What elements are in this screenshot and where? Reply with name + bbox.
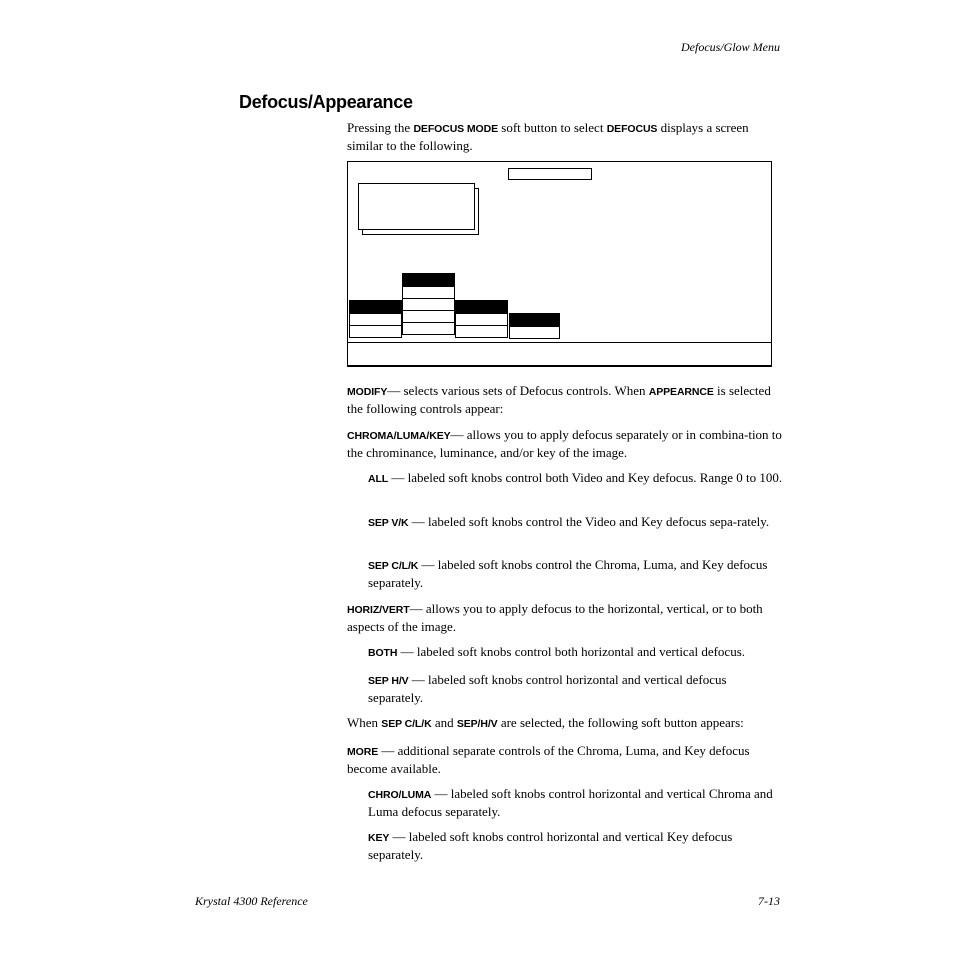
- more-paragraph: [347, 743, 783, 776]
- key-paragraph: [368, 829, 783, 862]
- when-paragraph: [347, 715, 783, 733]
- modify-keyword: MODIFY: [347, 386, 388, 398]
- horiz-vert-paragraph: [347, 601, 783, 634]
- chro-luma-keyword: CHRO/LUMA: [368, 789, 432, 801]
- both-text: — labeled soft knobs control both horizontal and vertical defocus.: [397, 644, 746, 659]
- page-number: 7-13: [758, 894, 780, 908]
- horiz-vert-keyword: HORIZ/VERT: [347, 604, 410, 616]
- intro-text: soft button to select: [498, 120, 607, 135]
- soft-button: [402, 322, 455, 335]
- all-paragraph: [368, 470, 783, 488]
- modify-text: is selected the following controls appear:: [347, 383, 771, 416]
- sep-vk-text: — labeled soft knobs control the Video and Key defocus sepa-rately.: [408, 514, 770, 529]
- soft-button-header: [509, 313, 560, 327]
- sep-vk-keyword: SEP V/K: [368, 517, 409, 529]
- soft-button-column-1: [349, 301, 402, 338]
- screen-title-field: [508, 168, 592, 180]
- all-keyword: ALL: [368, 473, 389, 485]
- all-text: — labeled soft knobs control both Video and Key defocus. Range 0 to 100.: [388, 470, 783, 485]
- horiz-vert-text: — allows you to apply defocus to the horizontal, vertical, or to both aspects of the image.: [347, 601, 763, 634]
- intro-text: Pressing the: [347, 120, 414, 135]
- chroma-luma-key-keyword: CHROMA/LUMA/KEY: [347, 430, 451, 442]
- soft-button-header: [402, 273, 455, 287]
- when-text: are selected, the following soft button appears:: [497, 715, 744, 730]
- more-text: — additional separate controls of the Chroma, Luma, and Key defocus become available.: [347, 743, 750, 776]
- soft-button: [509, 326, 560, 339]
- both-paragraph: [368, 644, 783, 662]
- soft-button-column-3: [455, 301, 508, 338]
- when-text: and: [431, 715, 457, 730]
- sep-clk-paragraph: [368, 557, 783, 590]
- sep-clk-keyword: SEP C/L/K: [381, 718, 432, 730]
- soft-button: [455, 325, 508, 338]
- soft-button-column-2: [402, 274, 455, 335]
- running-header: Defocus/Glow Menu: [681, 40, 780, 54]
- chroma-luma-key-text: — allows you to apply defocus separately or in combina-tion to the chrominance, luminance, and/or key of the image.: [347, 427, 782, 460]
- intro-paragraph: [347, 120, 783, 153]
- more-keyword: MORE: [347, 746, 379, 758]
- sep-vk-paragraph: [368, 514, 783, 532]
- sep-clk-text: — labeled soft knobs control the Chroma, Luma, and Key defocus separately.: [368, 557, 768, 590]
- key-text: — labeled soft knobs control horizontal and vertical Key defocus separately.: [368, 829, 733, 862]
- appearnce-keyword: APPEARNCE: [648, 386, 714, 398]
- footer-title: Krystal 4300 Reference: [195, 894, 308, 908]
- screen-diagram: [347, 161, 772, 366]
- sep-clk-keyword: SEP C/L/K: [368, 560, 419, 572]
- screen-status-bar: [347, 342, 772, 367]
- sep-hv-keyword: SEP/H/V: [456, 718, 498, 730]
- when-text: When: [347, 715, 382, 730]
- sep-hv-text: — labeled soft knobs control horizontal and vertical defocus separately.: [368, 672, 727, 705]
- screen-panel: [358, 183, 475, 230]
- sep-hv-paragraph: [368, 672, 783, 705]
- intro-text: displays a screen similar to the following.: [347, 120, 749, 153]
- both-keyword: BOTH: [368, 647, 398, 659]
- defocus-mode-keyword: DEFOCUS MODE: [413, 123, 499, 135]
- chro-luma-paragraph: [368, 786, 783, 819]
- modify-paragraph: [347, 383, 783, 416]
- modify-text: — selects various sets of Defocus controls. When: [387, 383, 649, 398]
- soft-button: [349, 325, 402, 338]
- soft-button-column-4: [509, 314, 560, 339]
- defocus-keyword: DEFOCUS: [606, 123, 658, 135]
- sep-hv-keyword: SEP H/V: [368, 675, 409, 687]
- key-keyword: KEY: [368, 832, 390, 844]
- soft-button-header: [349, 300, 402, 314]
- soft-button-header: [455, 300, 508, 314]
- chroma-luma-key-paragraph: [347, 427, 783, 460]
- chro-luma-text: — labeled soft knobs control horizontal and vertical Chroma and Luma defocus separately.: [368, 786, 773, 819]
- section-title: Defocus/Appearance: [239, 92, 413, 112]
